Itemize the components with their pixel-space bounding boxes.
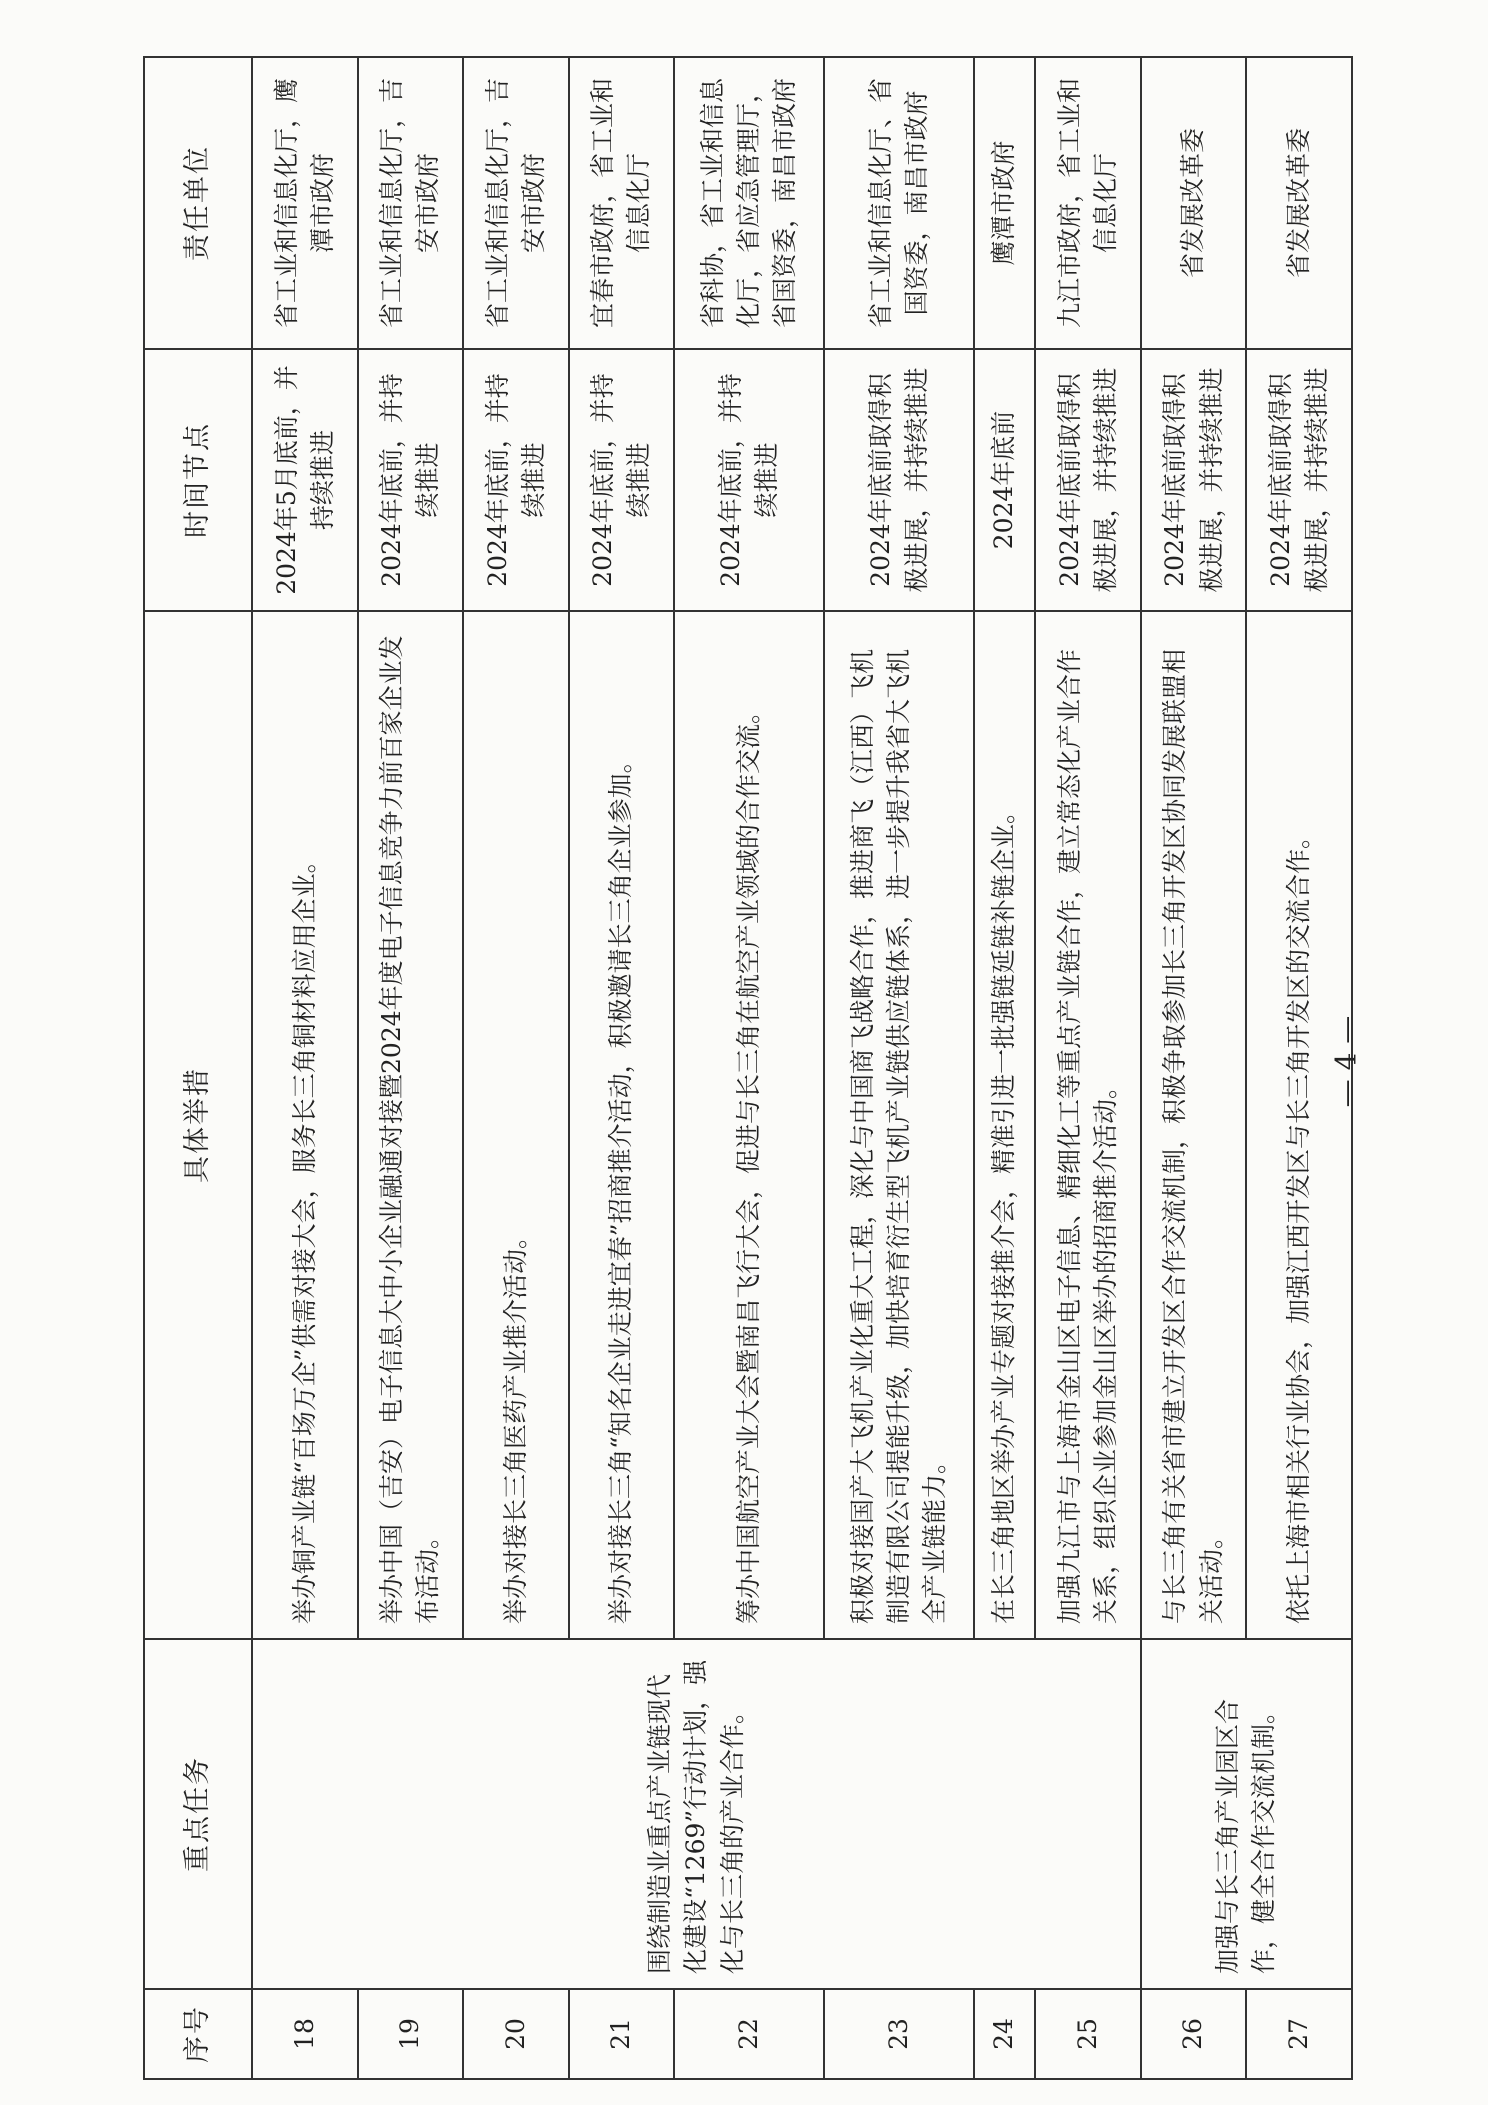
page-number: — 4 — (1329, 1015, 1363, 1108)
row-measure: 依托上海市相关行业协会，加强江西开发区与长三角开发区的交流合作。 (1246, 611, 1352, 1639)
row-time: 2024年底前取得积极进展，并持续推进 (824, 349, 974, 611)
row-measure: 积极对接国产大飞机产业化重大工程，深化与中国商飞战略合作，推进商飞（江西）飞机制造有限公司提能升级，加快培育衍生型飞机产业链供应链体系，进一步提升我省大飞机全产业链能力。 (824, 611, 974, 1639)
row-no: 19 (358, 1989, 464, 2079)
row-no: 18 (252, 1989, 358, 2079)
header-time: 时间节点 (144, 349, 252, 611)
header-row (144, 57, 252, 2079)
row-unit: 九江市政府，省工业和信息化厅 (1035, 57, 1141, 349)
header-unit: 责任单位 (144, 57, 252, 349)
row-time: 2024年5月底前，并持续推进 (252, 349, 358, 611)
row-measure: 加强九江市与上海市金山区电子信息、精细化工等重点产业链合作，建立常态化产业合作关系，组织企业参加金山区举办的招商推介活动。 (1035, 611, 1141, 1639)
row-no: 21 (569, 1989, 675, 2079)
row-time: 2024年底前取得积极进展，并持续推进 (1035, 349, 1141, 611)
row-unit: 省工业和信息化厅，吉安市政府 (463, 57, 569, 349)
row-unit: 省发展改革委 (1141, 57, 1247, 349)
row-unit: 省工业和信息化厅、省国资委，南昌市政府 (824, 57, 974, 349)
row-no: 20 (463, 1989, 569, 2079)
row-unit: 省科协，省工业和信息化厅，省应急管理厅，省国资委，南昌市政府 (674, 57, 824, 349)
table-row (252, 57, 358, 2079)
row-no: 24 (974, 1989, 1035, 2079)
header-no: 序号 (144, 1989, 252, 2079)
row-no: 23 (824, 1989, 974, 2079)
row-no: 25 (1035, 1989, 1141, 2079)
row-measure: 举办对接长三角“知名企业走进宜春”招商推介活动，积极邀请长三角企业参加。 (569, 611, 675, 1639)
row-measure: 与长三角有关省市建立开发区合作交流机制，积极争取参加长三角开发区协同发展联盟相关活动。 (1141, 611, 1247, 1639)
row-time: 2024年底前取得积极进展，并持续推进 (1246, 349, 1352, 611)
row-no: 26 (1141, 1989, 1247, 2079)
row-time: 2024年底前，并持续推进 (463, 349, 569, 611)
task-cell: 围绕制造业重点产业链现代化建设“1269”行动计划，强化与长三角的产业合作。 (252, 1639, 1141, 1989)
row-measure: 举办中国（吉安）电子信息大中小企业融通对接暨2024年度电子信息竞争力前百家企业发布活动。 (358, 611, 464, 1639)
table-row (1141, 57, 1247, 2079)
row-unit: 省工业和信息化厅，鹰潭市政府 (252, 57, 358, 349)
row-measure: 在长三角地区举办产业专题对接推介会，精准引进一批强链延链补链企业。 (974, 611, 1035, 1639)
row-time: 2024年底前，并持续推进 (674, 349, 824, 611)
row-time: 2024年底前取得积极进展，并持续推进 (1141, 349, 1247, 611)
row-unit: 省工业和信息化厅，吉安市政府 (358, 57, 464, 349)
row-time: 2024年底前，并持续推进 (358, 349, 464, 611)
row-time: 2024年底前，并持续推进 (569, 349, 675, 611)
row-measure: 举办铜产业链“百场万企”供需对接大会，服务长三角铜材料应用企业。 (252, 611, 358, 1639)
row-no: 27 (1246, 1989, 1352, 2079)
task-cell: 加强与长三角产业园区合作，健全合作交流机制。 (1141, 1639, 1352, 1989)
row-measure: 筹办中国航空产业大会暨南昌飞行大会，促进与长三角在航空产业领域的合作交流。 (674, 611, 824, 1639)
row-measure: 举办对接长三角医药产业推介活动。 (463, 611, 569, 1639)
row-unit: 鹰潭市政府 (974, 57, 1035, 349)
header-measure: 具体举措 (144, 611, 252, 1639)
task-table (143, 56, 1353, 2080)
header-task: 重点任务 (144, 1639, 252, 1989)
row-no: 22 (674, 1989, 824, 2079)
rotated-table-page (143, 58, 1353, 2080)
row-unit: 宜春市政府，省工业和信息化厅 (569, 57, 675, 349)
row-unit: 省发展改革委 (1246, 57, 1352, 349)
row-time: 2024年底前 (974, 349, 1035, 611)
